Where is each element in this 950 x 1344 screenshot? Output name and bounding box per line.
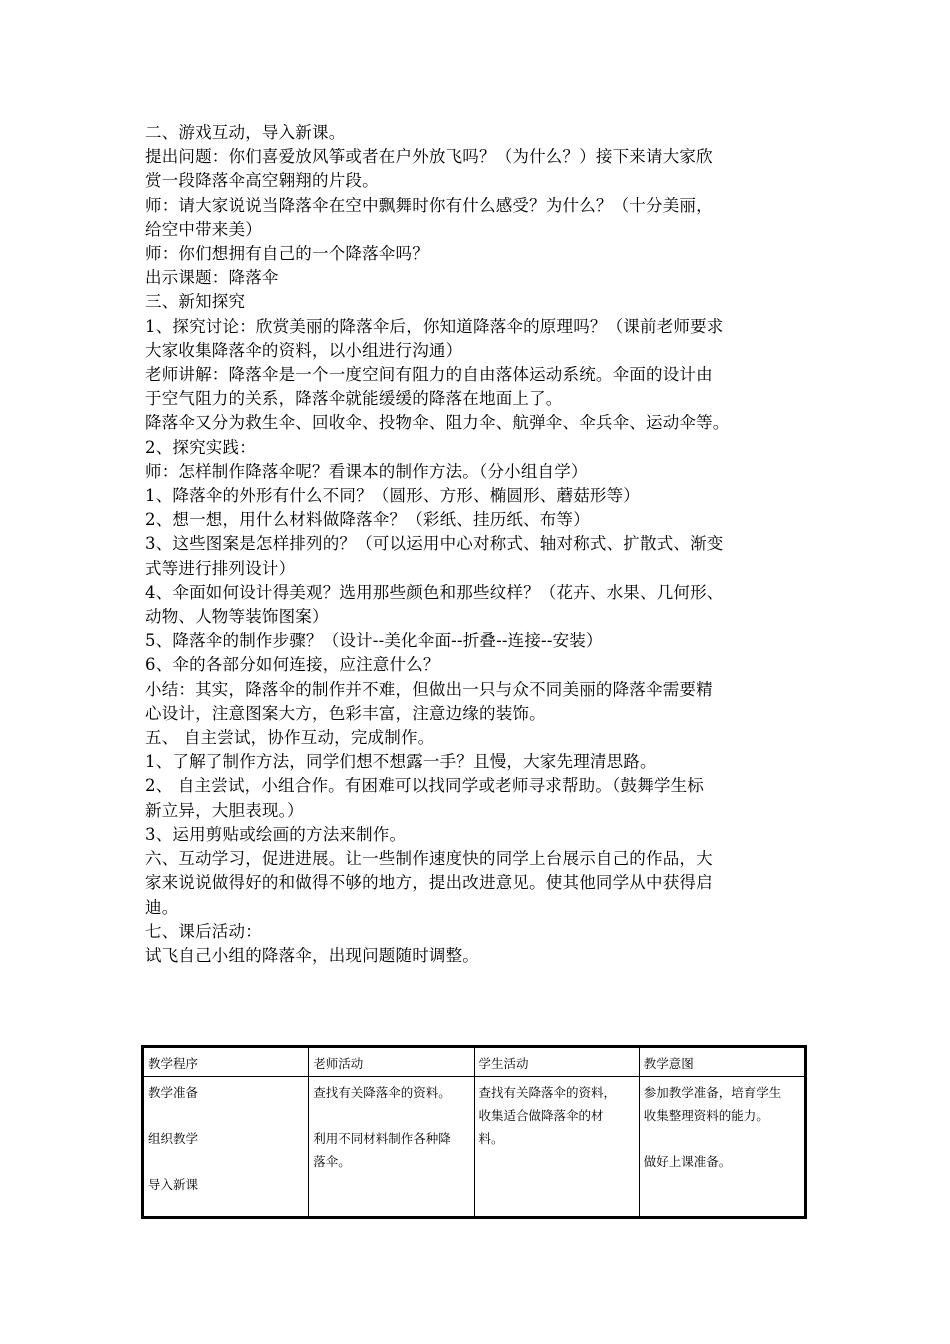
text-line: 七、课后活动：	[145, 921, 262, 941]
text-line: 六、互动学习，促进进展。让一些制作速度快的同学上台展示自己的作品，大	[145, 849, 713, 869]
cell-line: 教学准备	[148, 1085, 199, 1100]
text-line: 6、伞的各部分如何连接，应注意什么？	[145, 655, 440, 675]
text-line: 小结：其实，降落伞的制作并不难，但做出一只与众不同美丽的降落伞需要精	[145, 679, 713, 699]
text-line: 试飞自己小组的降落伞，出现问题随时调整。	[145, 945, 479, 965]
text-line: 1、降落伞的外形有什么不同？（圆形、方形、椭圆形、蘑菇形等）	[145, 486, 640, 506]
text-line: 式等进行排列设计）	[145, 558, 296, 578]
document-body	[145, 121, 810, 968]
cell-line: 做好上课准备。	[643, 1154, 732, 1169]
text-line: 迪。	[145, 897, 179, 917]
text-line: 提出问题：你们喜爱放风筝或者在户外放飞吗？（为什么？）接下来请大家欣	[145, 147, 713, 167]
text-line: 1、了解了制作方法，同学们想不想露一手？且慢，大家先理清思路。	[145, 752, 657, 772]
cell-line: 导入新课	[148, 1177, 199, 1192]
text-line: 降落伞又分为救生伞、回收伞、投物伞、阻力伞、航弹伞、伞兵伞、运动伞等。	[145, 413, 730, 433]
text-line: 1、探究讨论：欣赏美丽的降落伞后，你知道降落伞的原理吗？（课前老师要求	[145, 316, 724, 336]
table-header: 学生活动	[474, 1048, 639, 1077]
cell-line: 落伞。	[313, 1154, 351, 1169]
text-line: 师：怎样制作降落伞呢？看课本的制作方法。（分小组自学）	[145, 461, 588, 481]
cell-line: 查找有关降落伞的资料，	[478, 1085, 617, 1100]
text-line: 给空中带来美）	[145, 219, 262, 239]
cell-line: 组织教学	[148, 1131, 199, 1146]
text-line: 于空气阻力的关系，降落伞就能缓缓的降落在地面上了。	[145, 389, 563, 409]
text-line: 3、运用剪贴或绘画的方法来制作。	[145, 824, 407, 844]
text-line: 心设计，注意图案大方，色彩丰富，注意边缘的装饰。	[145, 703, 546, 723]
text-line: 二、游戏互动，导入新课。	[145, 123, 346, 142]
cell-line: 查找有关降落伞的资料。	[313, 1085, 451, 1100]
text-line: 师：请大家说说当降落伞在空中飘舞时你有什么感受？为什么？（十分美丽，	[145, 195, 713, 215]
text-line: 家来说说做得好的和做得不够的地方，提出改进意见。使其他同学从中获得启	[145, 873, 713, 893]
table-header: 老师活动	[309, 1048, 474, 1077]
text-line: 动物、人物等装饰图案）	[145, 607, 329, 627]
text-line: 5、降落伞的制作步骤？（设计--美化伞面--折叠--连接--安装）	[145, 631, 603, 651]
text-line: 师：你们想拥有自己的一个降落伞吗？	[145, 244, 429, 264]
text-line: 2、 自主尝试，小组合作。有困难可以找同学或老师寻求帮助。（鼓舞学生标	[145, 776, 704, 796]
text-line: 大家收集降落伞的资料，以小组进行沟通）	[145, 340, 463, 360]
text-line: 3、这些图案是怎样排列的？（可以运用中心对称式、轴对称式、扩散式、渐变	[145, 534, 724, 554]
table-header: 教学程序	[144, 1048, 309, 1077]
text-line: 4、伞面如何设计得美观？选用那些颜色和那些纹样？（花卉、水果、几何形、	[145, 582, 724, 602]
cell-line: 参加教学准备，培育学生	[643, 1085, 782, 1100]
text-line: 新立异，大胆表现。）	[145, 800, 304, 820]
text-line: 2、想一想，用什么材料做降落伞？（彩纸、挂历纸、布等）	[145, 510, 590, 530]
table-cell	[144, 1077, 309, 1217]
cell-line: 料。	[478, 1131, 504, 1146]
text-line: 三、新知探究	[145, 292, 246, 312]
text-line: 2、探究实践：	[145, 437, 256, 457]
table-cell	[474, 1077, 639, 1217]
cell-line: 利用不同材料制作各种降	[313, 1131, 451, 1146]
text-line: 出示课题：降落伞	[145, 268, 279, 288]
cell-line: 收集整理资料的能力。	[643, 1108, 769, 1123]
text-line: 赏一段降落伞高空翱翔的片段。	[145, 171, 379, 191]
text-line: 五、 自主尝试，协作互动，完成制作。	[145, 728, 435, 748]
lesson-table	[141, 1045, 807, 1219]
table-header: 教学意图	[639, 1048, 804, 1077]
cell-line: 收集适合做降落伞的材	[478, 1108, 604, 1123]
table-cell	[309, 1077, 474, 1217]
table-cell	[639, 1077, 804, 1217]
text-line: 老师讲解：降落伞是一个一度空间有阻力的自由落体运动系统。伞面的设计由	[145, 365, 713, 385]
